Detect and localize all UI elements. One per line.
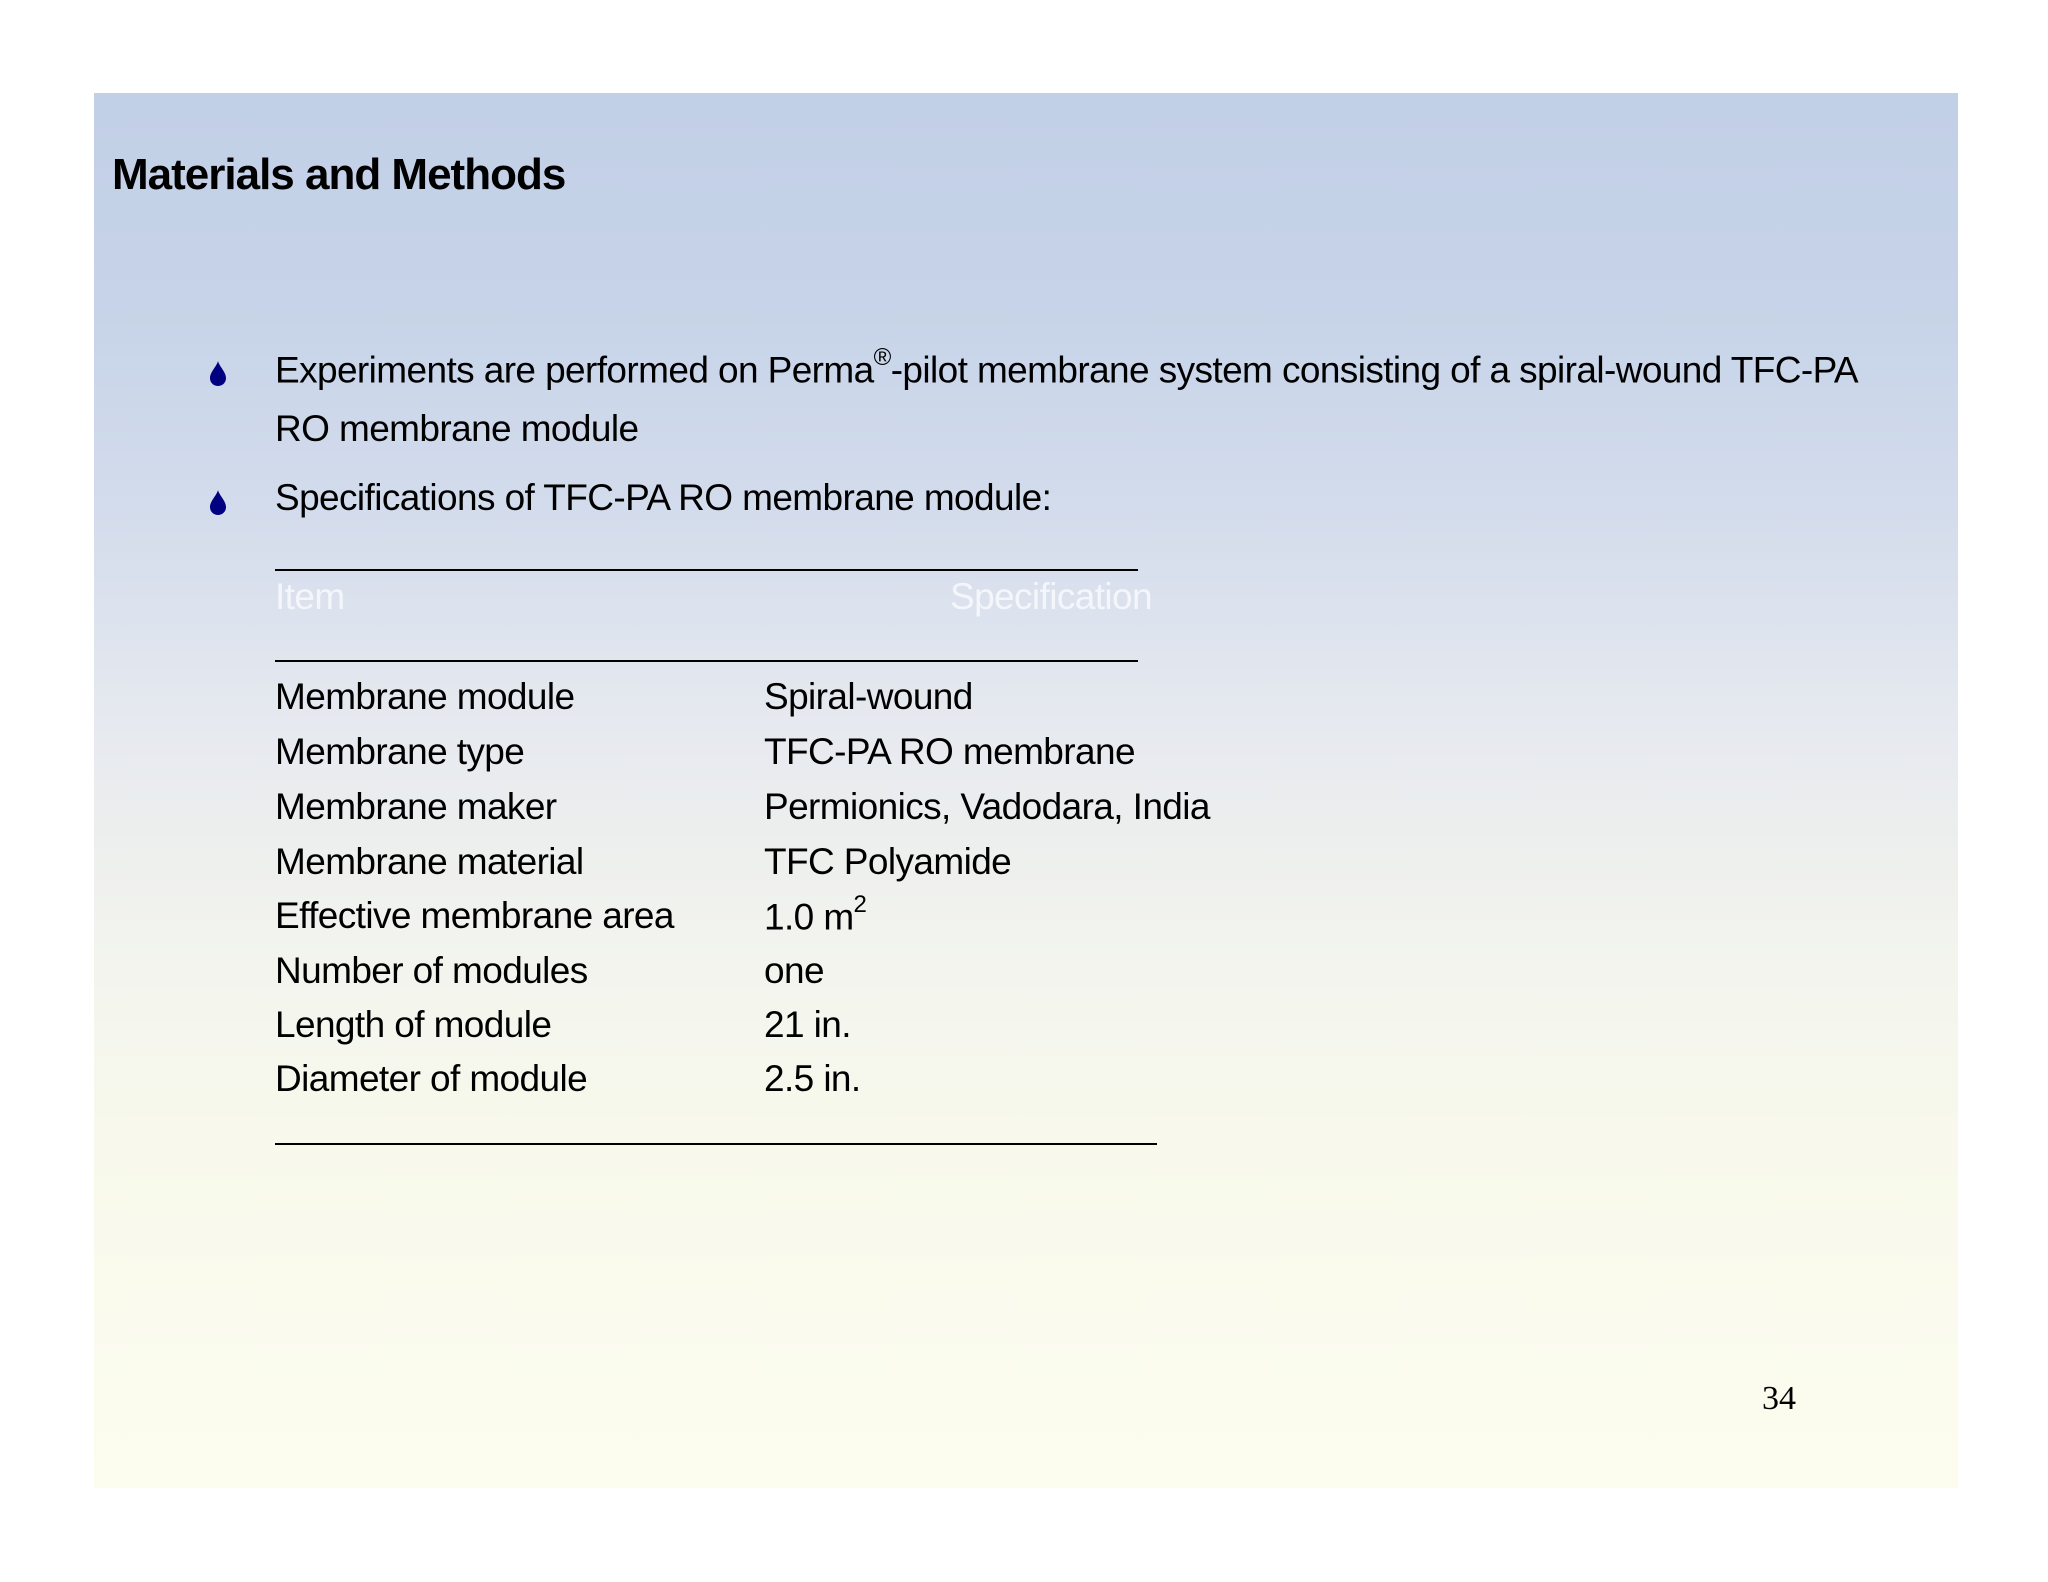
table-cell-spec: Permionics, Vadodara, India — [764, 786, 1210, 827]
slide-title: Materials and Methods — [112, 150, 566, 199]
table-cell-spec: Spiral-wound — [764, 676, 973, 717]
table-cell-spec: 1.0 $m^2$ — [764, 891, 867, 938]
table-cell-spec: one — [764, 950, 824, 991]
table-cell-spec: 21 in. — [764, 1004, 851, 1045]
table-header-rule — [275, 660, 1138, 662]
table-cell-item: Number of modules — [275, 950, 588, 991]
table-top-rule — [275, 569, 1138, 571]
bullet-2-line-1: Specifications of TFC-PA RO membrane module: — [275, 477, 1052, 518]
table-cell-item: Membrane type — [275, 731, 525, 772]
registered-mark: ® — [873, 344, 891, 371]
table-header-item: Item — [275, 576, 345, 617]
table-bottom-rule — [275, 1143, 1157, 1145]
table-cell-item: Effective membrane area — [275, 895, 674, 936]
table-cell-item: Diameter of module — [275, 1058, 588, 1099]
page-number: 34 — [1762, 1380, 1796, 1417]
table-cell-spec: TFC Polyamide — [764, 841, 1012, 882]
bullet-1-line-2: RO membrane module — [275, 408, 639, 449]
table-cell-item: Membrane maker — [275, 786, 557, 827]
table-cell-item: Membrane material — [275, 841, 584, 882]
drop-bullet-icon — [204, 359, 232, 387]
bullet-1-line-1: Experiments are performed on Perma®-pilot membrane system consisting of a spiral-wound TFC-PA — [275, 344, 1858, 391]
table-cell-spec: TFC-PA RO membrane — [764, 731, 1135, 772]
table-cell-item: Membrane module — [275, 676, 575, 717]
table-header-specification: Specification — [950, 576, 1152, 617]
table-cell-spec: 2.5 in. — [764, 1058, 861, 1099]
superscript-2: 2 — [853, 891, 867, 918]
table-cell-item: Length of module — [275, 1004, 552, 1045]
drop-bullet-icon — [204, 488, 232, 516]
